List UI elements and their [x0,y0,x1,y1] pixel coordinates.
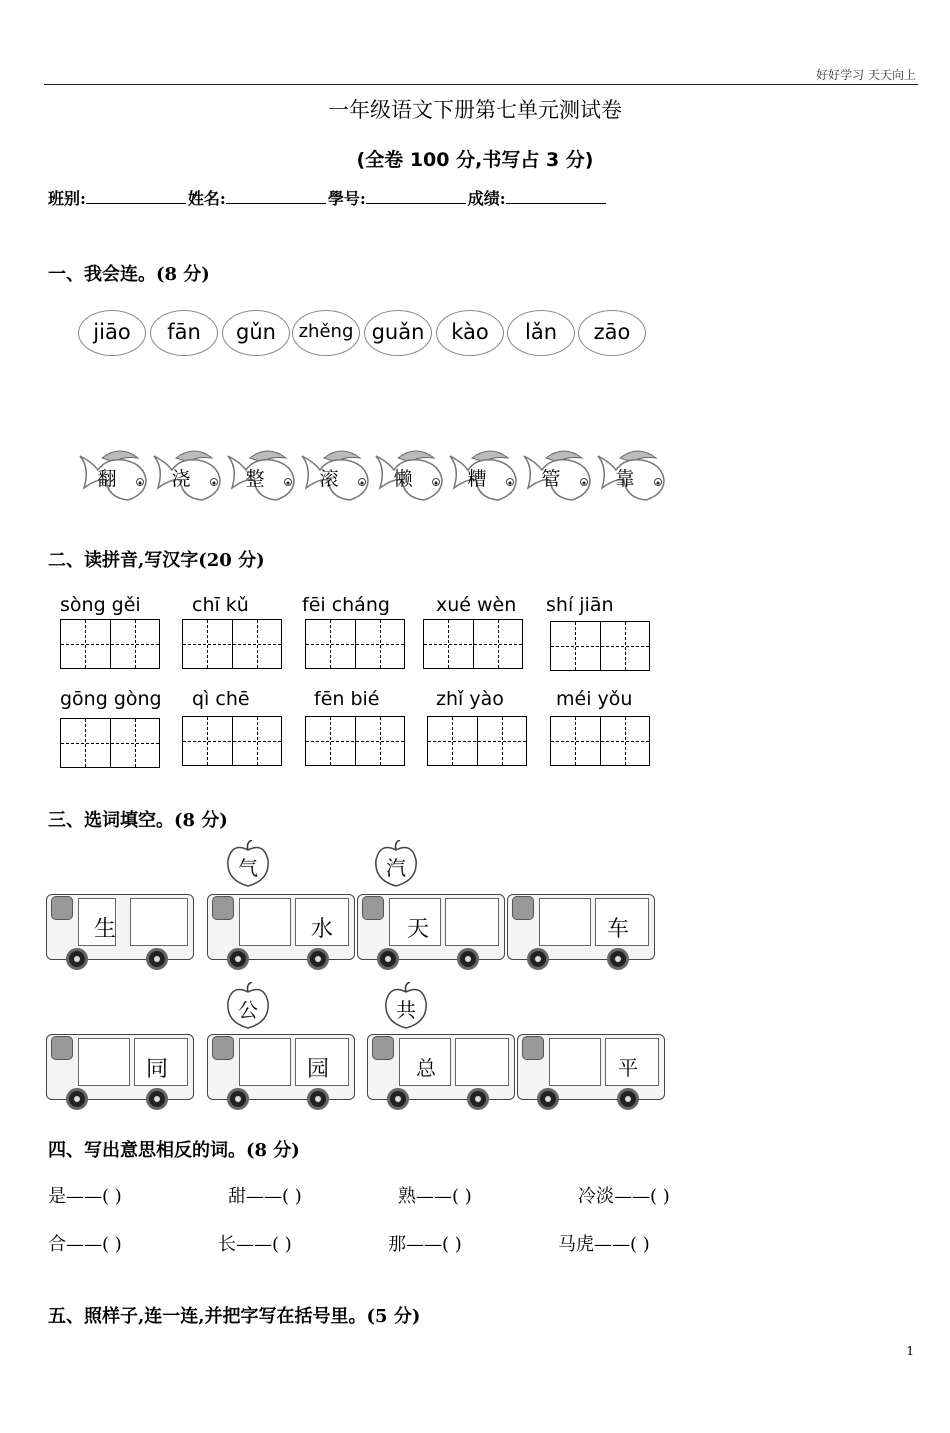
antonym-item[interactable]: 甜——( ) [228,1186,302,1207]
bus-card[interactable] [46,1030,196,1122]
pinyin-bubble[interactable]: guǎn [364,310,432,356]
bus-char: 同 [145,1057,168,1082]
pinyin-label: sòng gěi [60,594,141,616]
student-info-row [48,186,608,209]
fish-card[interactable] [224,444,298,506]
pinyin-bubble[interactable]: gǔn [222,310,290,356]
score-blank[interactable] [506,189,606,204]
pinyin-bubble[interactable]: fān [150,310,218,356]
writing-grid[interactable] [427,716,527,766]
fish-card[interactable] [298,444,372,506]
antonym-row [48,1230,908,1254]
fish-card[interactable] [372,444,446,506]
pinyin-bubble[interactable]: jiāo [78,310,146,356]
antonym-item[interactable]: 冷淡——( ) [578,1186,670,1207]
fish-char: 滚 [319,468,339,490]
pinyin-label: fēi cháng [302,594,390,616]
writing-grid[interactable] [550,621,650,671]
fish-card[interactable] [76,444,150,506]
fish-char: 靠 [615,468,635,490]
apple-card[interactable] [382,982,430,1030]
section4-title: 四、写出意思相反的词。(8 分) [48,1140,300,1161]
pinyin-label: shí jiān [546,594,614,616]
bus-card[interactable] [367,1030,517,1122]
pinyin-label: gōng gòng [60,688,162,710]
section2-title: 二、读拼音,写汉字(20 分) [48,550,265,571]
writing-grid[interactable] [550,716,650,766]
fish-char: 管 [541,468,561,490]
pinyin-label: qì chē [192,688,250,710]
antonym-item[interactable]: 熟——( ) [398,1186,472,1207]
antonym-row [48,1182,908,1206]
writing-grid[interactable] [305,619,405,669]
bus-card[interactable] [357,890,507,982]
writing-grid[interactable] [60,619,160,669]
page-title: 一年级语文下册第七单元测试卷 [328,98,622,122]
section1-title: 一、我会连。(8 分) [48,264,210,285]
fish-card[interactable] [150,444,224,506]
page-subtitle: (全卷 100 分,书写占 3 分) [356,149,594,171]
bus-card[interactable] [207,1030,357,1122]
pinyin-label: fēn bié [314,688,380,710]
antonym-item[interactable]: 是——( ) [48,1186,122,1207]
bus-char: 水 [310,917,333,942]
pinyin-bubble[interactable]: zhěng [292,310,360,356]
bus-char: 车 [606,917,629,942]
bus-char: 园 [306,1057,329,1082]
apple-char: 汽 [386,856,406,880]
section3-title: 三、选词填空。(8 分) [48,810,228,831]
antonym-item[interactable]: 合——( ) [48,1234,122,1255]
antonym-item[interactable]: 长——( ) [218,1234,292,1255]
apple-char: 共 [396,998,416,1022]
writing-grid[interactable] [60,718,160,768]
class-label: 班别: [48,189,86,208]
pinyin-label: chī kǔ [192,594,249,616]
apple-char: 公 [238,998,258,1022]
apple-char: 气 [238,856,258,880]
header-rule [44,84,918,85]
bus-char: 生 [93,917,116,942]
section5-title: 五、照样子,连一连,并把字写在括号里。(5 分) [48,1306,421,1327]
bus-card[interactable] [207,890,357,982]
writing-grid[interactable] [423,619,523,669]
fish-char: 懒 [393,468,413,490]
score-label: 成绩: [467,189,506,208]
apple-card[interactable] [224,840,272,888]
header-motto: 好好学习 天天向上 [816,68,916,82]
apple-card[interactable] [224,982,272,1030]
writing-grid[interactable] [182,619,282,669]
bus-char: 天 [406,917,429,942]
bus-card[interactable] [517,1030,667,1122]
fish-card[interactable] [594,444,668,506]
pinyin-bubble[interactable]: lǎn [507,310,575,356]
writing-grid[interactable] [305,716,405,766]
fish-card[interactable] [446,444,520,506]
writing-grid[interactable] [182,716,282,766]
pinyin-label: xué wèn [436,594,517,616]
pinyin-bubble[interactable]: zāo [578,310,646,356]
fish-char: 浇 [171,468,191,490]
bus-card[interactable] [507,890,657,982]
class-blank[interactable] [86,189,186,204]
fish-char: 翻 [97,468,117,490]
name-label: 姓名: [187,189,226,208]
fish-char: 整 [245,468,265,490]
antonym-item[interactable]: 马虎——( ) [558,1234,650,1255]
apple-card[interactable] [372,840,420,888]
antonym-item[interactable]: 那——( ) [388,1234,462,1255]
pinyin-label: méi yǒu [556,688,633,710]
page-number: 1 [906,1344,914,1358]
id-blank[interactable] [366,189,466,204]
fish-card[interactable] [520,444,594,506]
bus-card[interactable] [46,890,196,982]
pinyin-bubble[interactable]: kào [436,310,504,356]
id-label: 學号: [327,189,366,208]
bus-char: 平 [618,1056,638,1080]
name-blank[interactable] [226,189,326,204]
bus-char: 总 [416,1056,436,1080]
fish-char: 糟 [467,468,487,490]
pinyin-label: zhǐ yào [436,688,504,710]
